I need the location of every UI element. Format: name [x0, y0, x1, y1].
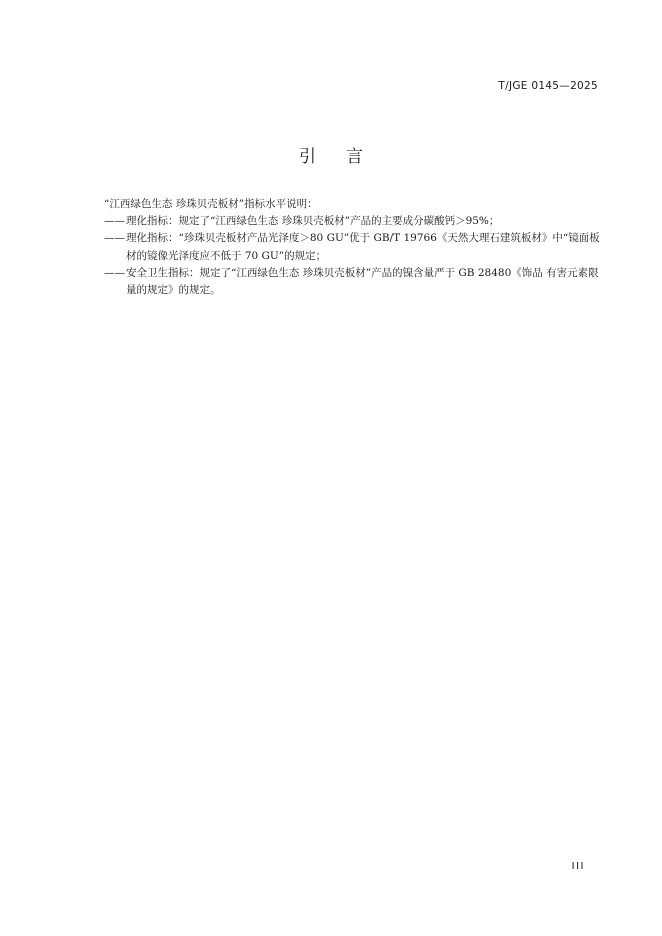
- list-item-dash: ——: [104, 215, 125, 228]
- list-item-text: 理化指标：“珍珠贝壳板材产品光泽度＞80 GU”优于 GB/T 19766《天然大理石建筑板材》中“镜面板材的镜像光泽度应不低于 70 GU”的规定；: [126, 232, 600, 262]
- list-item: [104, 213, 600, 230]
- section-title-char-2: 言: [346, 147, 363, 167]
- section-title: [0, 142, 662, 167]
- list-item-text: 理化指标：规定了“江西绿色生态 珍珠贝壳板材”产品的主要成分碳酸钙＞95%；: [126, 215, 500, 228]
- document-code: T/JGE 0145—2025: [498, 80, 598, 92]
- list-item: [104, 265, 600, 299]
- list-item-text: 安全卫生指标：规定了“江西绿色生态 珍珠贝壳板材”产品的镍含量严于 GB 28480《饰品 有害元素限量的规定》的规定。: [126, 266, 599, 297]
- introduction-body: [104, 196, 600, 299]
- intro-paragraph: “江西绿色生态 珍珠贝壳板材”指标水平说明：: [104, 198, 318, 210]
- list-item-dash: ——: [104, 232, 125, 245]
- list-item-dash: ——: [104, 266, 125, 279]
- list-item: [104, 230, 600, 264]
- page-number: III: [571, 861, 585, 872]
- section-title-char-1: 引: [299, 147, 316, 167]
